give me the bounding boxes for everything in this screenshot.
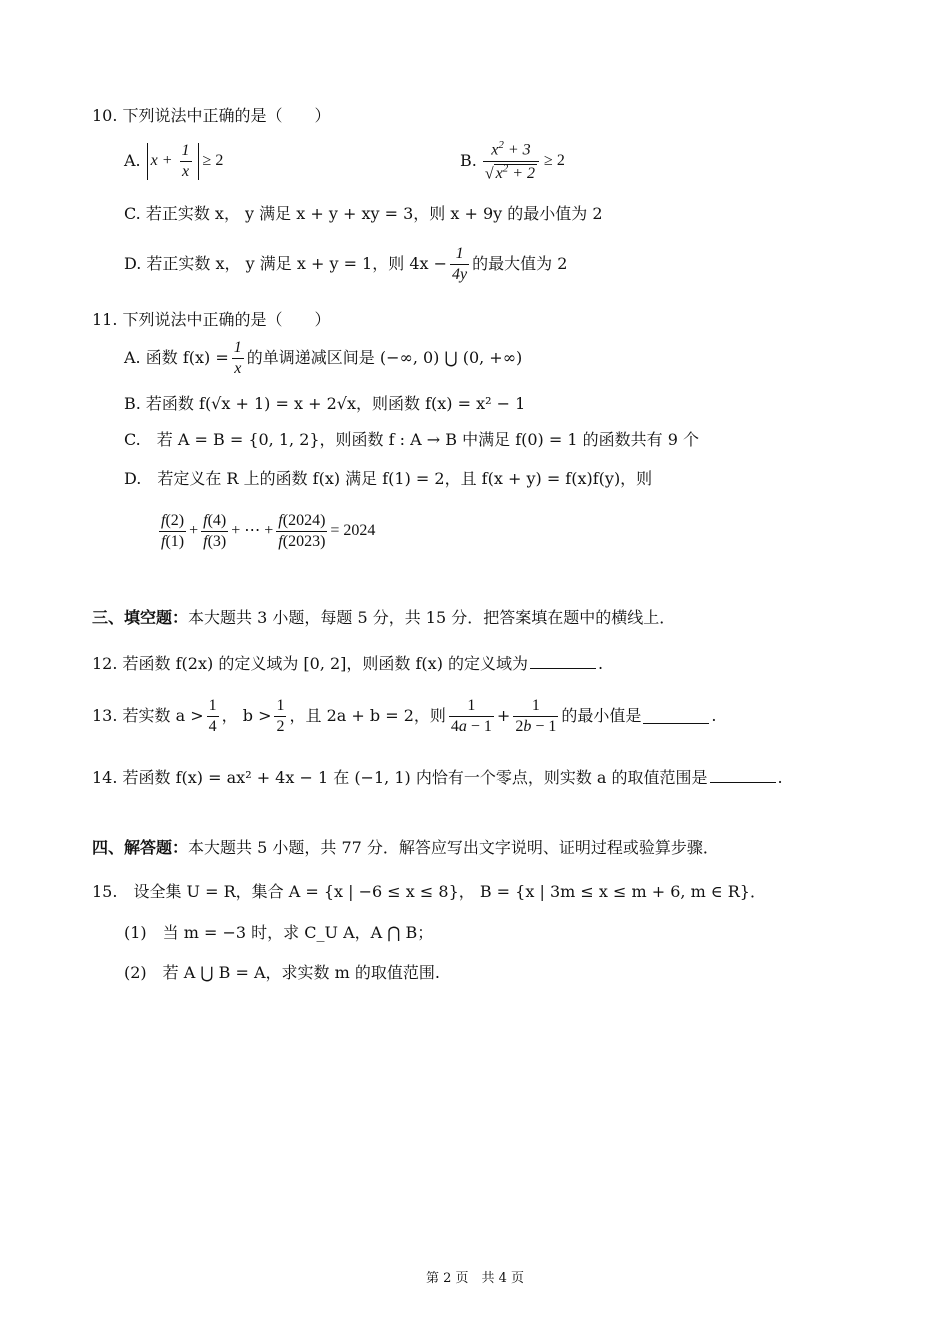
q14-answer-blank[interactable] (710, 768, 776, 783)
section4-header (92, 840, 719, 856)
q11-stem: 11. 下列说法中正确的是（ ） (92, 310, 331, 329)
q10-option-c: C. 若正实数 x， y 满足 x + y + xy = 3，则 x + 9y 的最小值为 2 (124, 204, 603, 223)
q10-option-d-prefix: D. 若正实数 x， y 满足 x + y = 1，则 4x − (124, 254, 448, 273)
q11-option-a-suffix: 的单调递减区间是 (−∞, 0) ⋃ (0, +∞) (246, 348, 523, 367)
q10-stem: 10. 下列说法中正确的是（ ） (92, 106, 331, 125)
section3-desc: 本大题共 3 小题，每题 5 分，共 15 分．把答案填在题中的横线上． (188, 608, 676, 627)
q13-prefix: 13. 若实数 a > (92, 706, 204, 725)
q10-option-b-label: B. (460, 151, 477, 170)
q12: 12. 若函数 f(2x) 的定义域为 [0, 2]，则函数 f(x) 的定义域为 . (92, 654, 604, 673)
q15-part1: (1) 当 m = −3 时，求 C_U A，A ⋂ B； (124, 923, 434, 942)
q13-mid1: ， b > (221, 706, 272, 725)
q10-option-d-suffix: 的最大值为 2 (472, 254, 568, 273)
section3-heading: 三、填空题： (92, 608, 189, 627)
q11-option-d-formula: $\frac{f(2)}{f(1)}$ + $\frac{f(4)}{f(3)}$ + ⋯ + $\frac{f(2024)}{f(2023)}$ = 2024 (161, 511, 376, 550)
q12-answer-blank[interactable] (530, 654, 596, 669)
page-footer: 第 2 页 共 4 页 (425, 1271, 525, 1286)
q15-stem: 15. 设全集 U = R，集合 A = {x | −6 ≤ x ≤ 8}， B = {x | 3m ≤ x ≤ m + 6, m ∈ R}． (92, 882, 766, 901)
q10-option-a: A. x + $\frac{1}{x}$ ≥ 2 (124, 141, 224, 180)
q14: 14. 若函数 f(x) = ax² + 4x − 1 在 (−1, 1) 内恰有一个零点，则实数 a 的取值范围是 . (92, 768, 783, 787)
q11-option-d: D. 若定义在 R 上的函数 f(x) 满足 f(1) = 2，且 f(x + y) = f(x)f(y)，则 (124, 469, 653, 488)
q11-option-a-prefix: A. 函数 f(x) = (124, 348, 229, 367)
section4-heading: 四、解答题： (92, 838, 189, 857)
section3-header (92, 610, 675, 626)
q11-option-a: A. 函数 f(x) = $\frac{1}{x}$ 的单调递减区间是 (−∞, 0) ⋃ (0, +∞) (124, 338, 523, 377)
q13: 13. 若实数 a > $\frac{1}{4}$ ， b > $\frac{1}{2}$ ，且 2a + b = 2，则 $\frac{1}{4a - 1}$ + $\frac{1}{2b - 1}$ 的最小值是 . (92, 696, 717, 735)
q13-answer-blank[interactable] (643, 709, 709, 724)
q10-option-b: B. $\frac{x^2 + 3}{√ x^2 + 2}$ ≥ 2 (460, 139, 565, 182)
q11-option-d-formula-result: = 2024 (330, 522, 376, 539)
q11-option-b: B. 若函数 f(√x + 1) = x + 2√x，则函数 f(x) = x² − 1 (124, 394, 526, 413)
q13-mid2: ，且 2a + b = 2，则 (289, 706, 446, 725)
q11-option-c: C. 若 A = B = {0, 1, 2}，则函数 f : A → B 中满足 f(0) = 1 的函数共有 9 个 (124, 430, 699, 449)
q14-text: 14. 若函数 f(x) = ax² + 4x − 1 在 (−1, 1) 内恰有一个零点，则实数 a 的取值范围是 (92, 768, 708, 787)
q12-text: 12. 若函数 f(2x) 的定义域为 [0, 2]，则函数 f(x) 的定义域为 (92, 654, 529, 673)
q13-suffix: 的最小值是 (561, 706, 642, 725)
q10-option-d: D. 若正实数 x， y 满足 x + y = 1，则 4x − $\frac{1}{4y}$ 的最大值为 2 (124, 244, 568, 283)
q10-option-a-label: A. (124, 151, 141, 170)
section4-desc: 本大题共 5 小题，共 77 分．解答应写出文字说明、证明过程或验算步骤． (188, 838, 719, 857)
q15-part2: (2) 若 A ⋃ B = A，求实数 m 的取值范围. (124, 963, 440, 982)
